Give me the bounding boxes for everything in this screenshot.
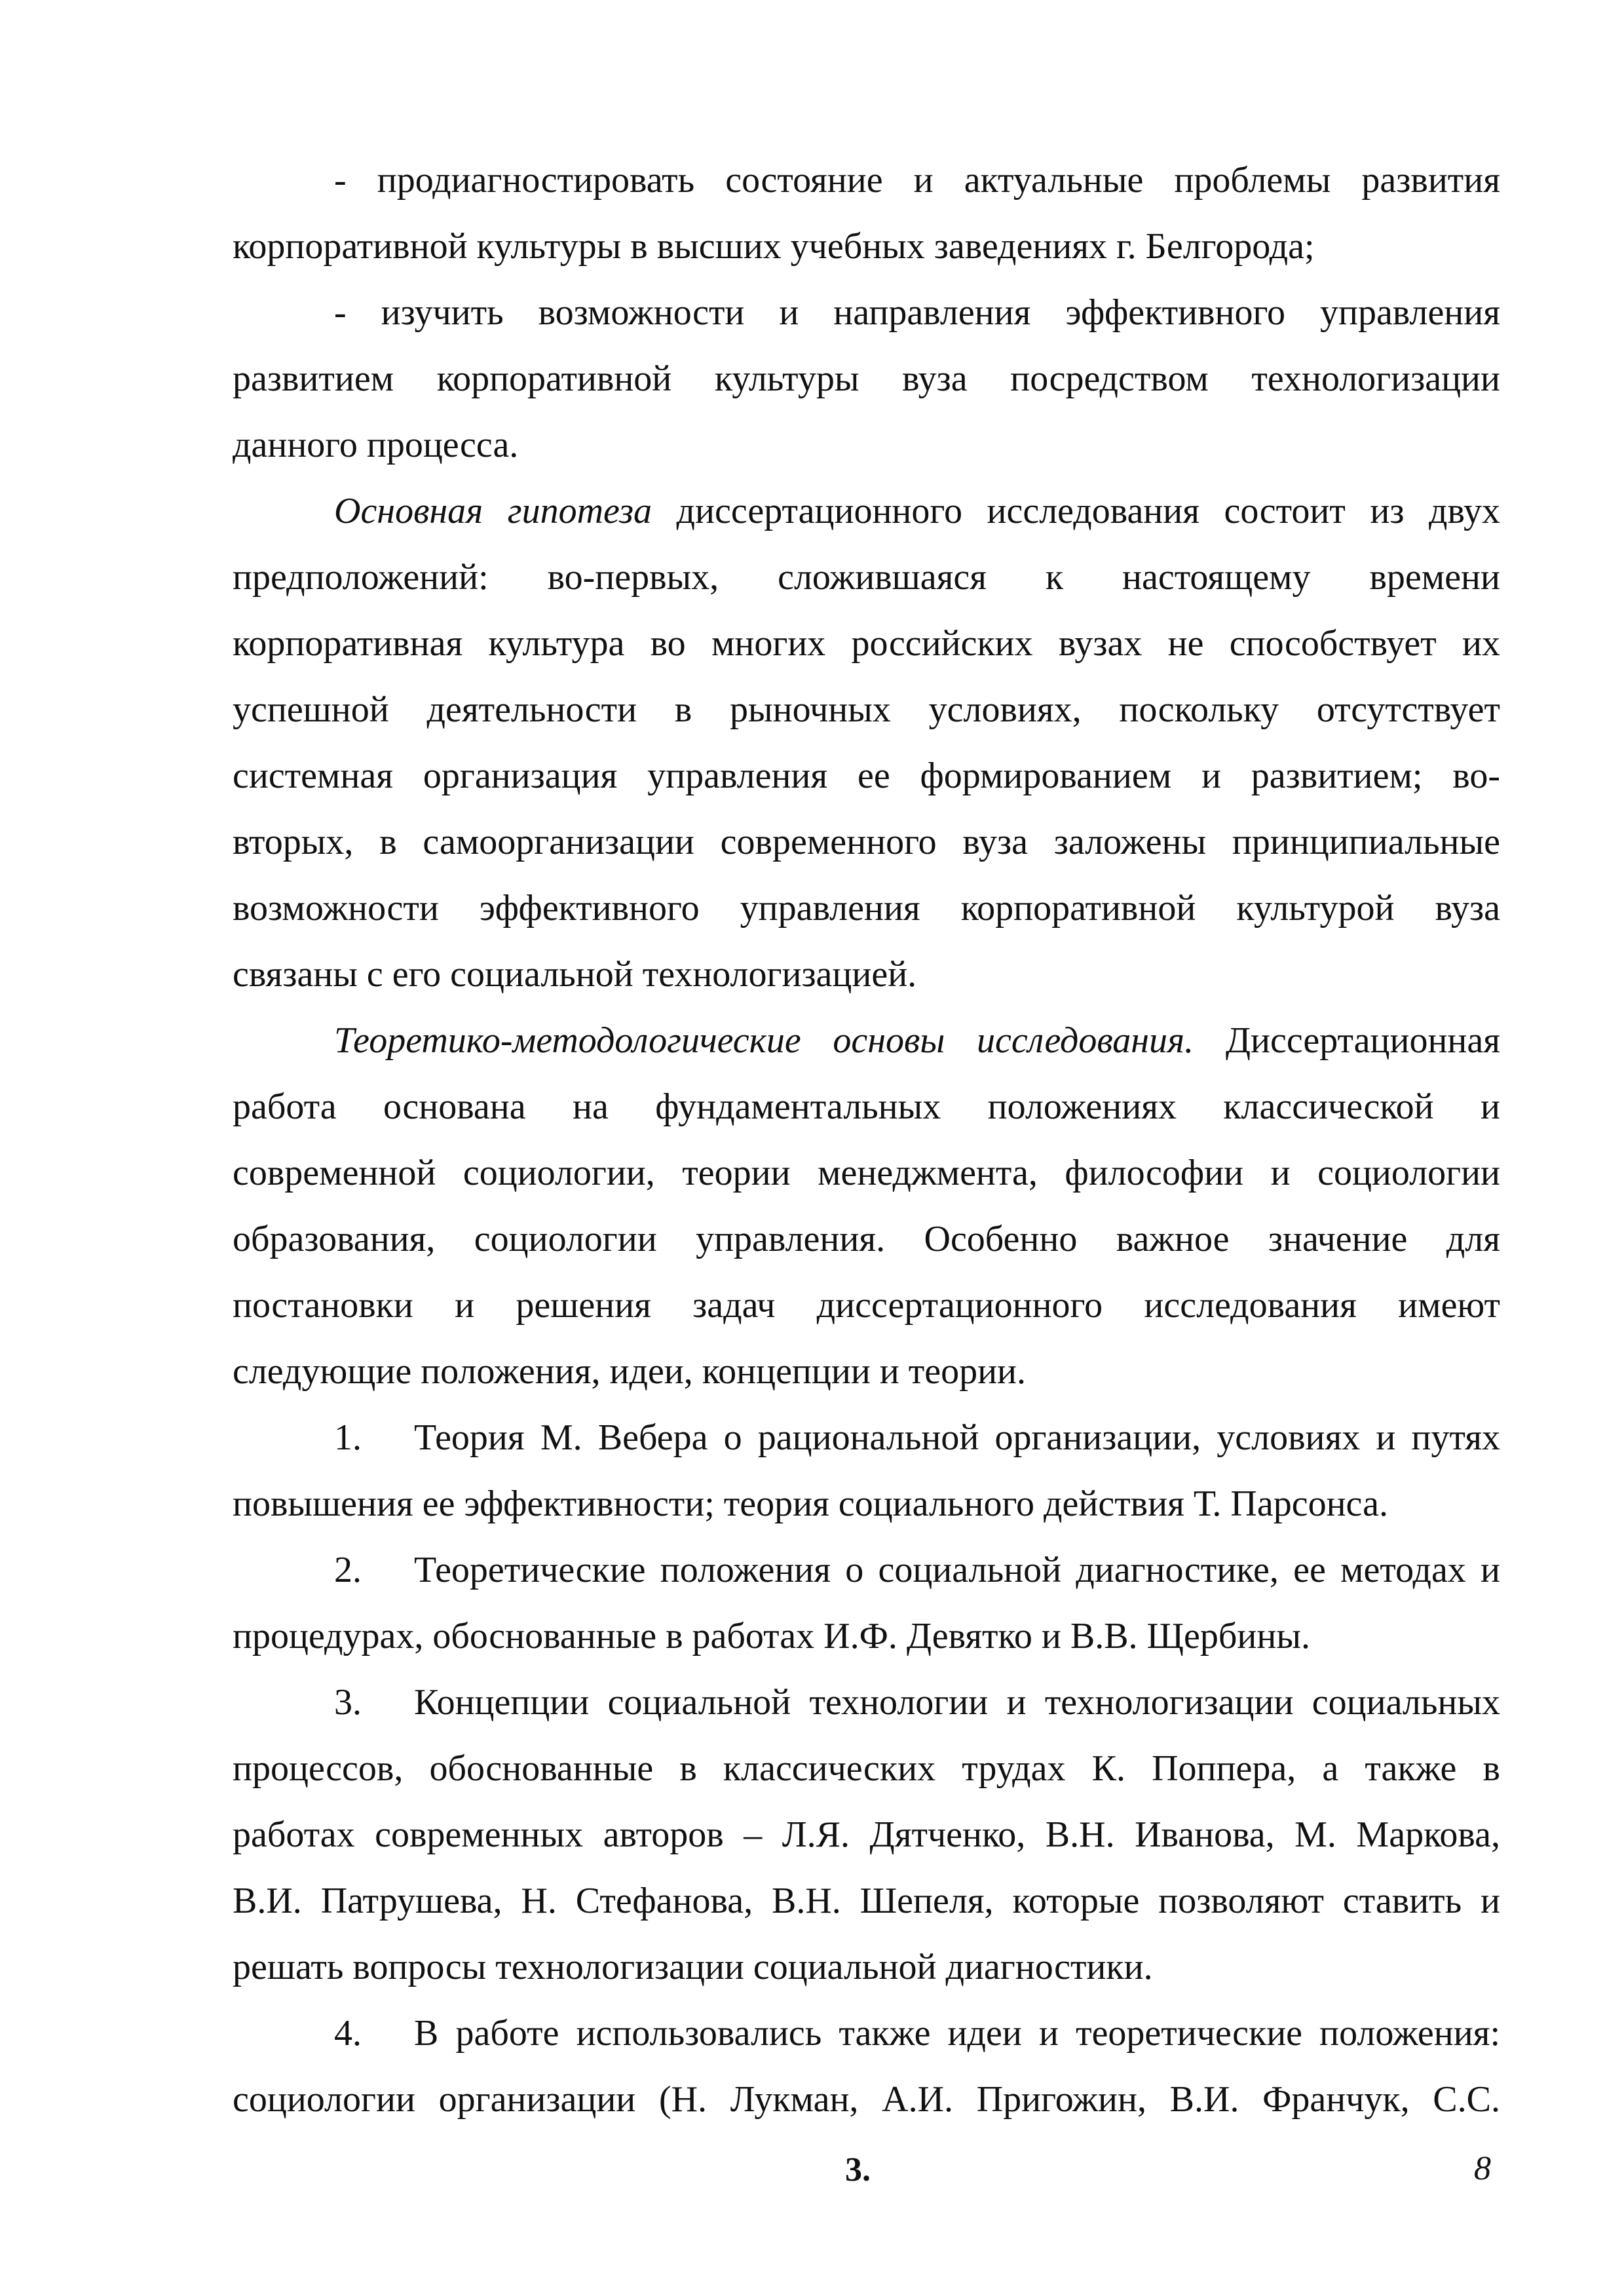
list-item-2-line-1: [233, 1537, 1500, 1603]
list-item-4-line-1: [233, 2000, 1500, 2067]
hypothesis-line-1: [233, 478, 1500, 545]
list-item-1-line-2: повышения ее эффективности; теория социального действия Т. Парсонса.: [233, 1483, 1388, 1524]
task-study-line-1: - изучить возможности и направления эффективного управления: [334, 292, 1500, 333]
hypothesis-label: Основная гипотеза: [334, 491, 652, 531]
task-study-line-2: развитием корпоративной культуры вуза посредством технологизации: [233, 358, 1500, 399]
hypothesis-line-5: системная организация управления ее формированием и развитием; во-: [233, 756, 1500, 796]
list-item-text: Теория М. Вебера о рациональной организации, условиях и путях: [414, 1417, 1500, 1458]
task-diagnose-line-2: корпоративной культуры в высших учебных заведениях г. Белгорода;: [233, 226, 1315, 267]
task-diagnose-line-1: - продиагностировать состояние и актуальные проблемы развития: [334, 160, 1500, 201]
list-item-text: Концепции социальной технологии и технологизации социальных: [414, 1682, 1500, 1723]
list-item-text: В работе использовались также идеи и теоретические положения:: [414, 2013, 1500, 2054]
document-body: [233, 147, 1500, 2133]
foundations-line-1-text: Диссертационная: [1194, 1020, 1500, 1061]
list-item-3-line-1: [233, 1670, 1500, 1736]
list-item-number: 1.: [334, 1417, 362, 1458]
hypothesis-line-6: вторых, в самоорганизации современного вуза заложены принципиальные: [233, 822, 1500, 862]
list-item-3-line-5: решать вопросы технологизации социальной диагностики.: [233, 1947, 1153, 1987]
list-item-number: 3.: [334, 1682, 362, 1723]
foundations-line-5: постановки и решения задач диссертационного исследования имеют: [233, 1285, 1500, 1326]
list-item-number: 2.: [334, 1550, 362, 1590]
list-item-3-line-4: В.И. Патрушева, Н. Стефанова, В.Н. Шепеля, которые позволяют ставить и: [233, 1881, 1500, 1921]
list-item-4-line-2: социологии организации (Н. Лукман, А.И. Пригожин, В.И. Франчук, С.С.: [233, 2079, 1500, 2120]
foundations-line-3: современной социологии, теории менеджмента, философии и социологии: [233, 1153, 1500, 1193]
foundations-line-2: работа основана на фундаментальных положениях классической и: [233, 1086, 1500, 1127]
hypothesis-line-8: связаны с его социальной технологизацией.: [233, 954, 917, 995]
task-study-line-3: данного процесса.: [233, 425, 519, 465]
list-item-2-line-2: процедурах, обоснованные в работах И.Ф. Девятко и В.В. Щербины.: [233, 1616, 1310, 1656]
page-number: 8: [1474, 2150, 1491, 2187]
footer-section-mark: 3.: [845, 2151, 871, 2189]
hypothesis-line-2: предположений: во-первых, сложившаяся к настоящему времени: [233, 557, 1500, 598]
foundations-label: Теоретико-методологические основы исследования.: [334, 1020, 1194, 1061]
list-item-text: Теоретические положения о социальной диагностике, ее методах и: [414, 1550, 1500, 1590]
hypothesis-line-1-text: диссертационного исследования состоит из двух: [652, 491, 1501, 531]
foundations-line-4: образования, социологии управления. Особенно важное значение для: [233, 1219, 1500, 1259]
list-item-3-line-3: работах современных авторов – Л.Я. Дятченко, В.Н. Иванова, М. Маркова,: [233, 1814, 1500, 1855]
list-item-number: 4.: [334, 2013, 362, 2054]
list-item-3-line-2: процессов, обоснованные в классических трудах К. Поппера, а также в: [233, 1748, 1500, 1789]
foundations-line-6: следующие положения, идеи, концепции и теории.: [233, 1351, 1027, 1392]
foundations-line-1: [233, 1008, 1500, 1074]
list-item-1-line-1: [233, 1405, 1500, 1471]
hypothesis-line-7: возможности эффективного управления корпоративной культурой вуза: [233, 888, 1500, 928]
hypothesis-line-4: успешной деятельности в рыночных условиях, поскольку отсутствует: [233, 689, 1500, 730]
hypothesis-line-3: корпоративная культура во многих российских вузах не способствует их: [233, 623, 1500, 664]
